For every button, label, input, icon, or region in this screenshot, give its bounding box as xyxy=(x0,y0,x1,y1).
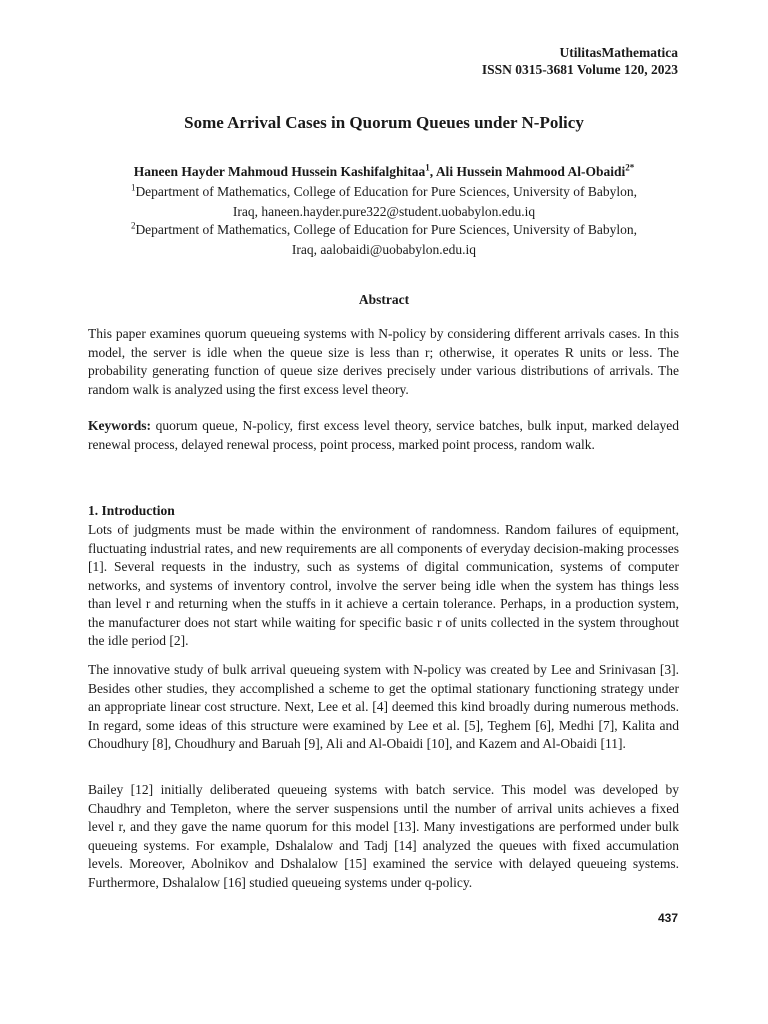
author-2-affiliation: 2* xyxy=(625,162,635,173)
affiliation-2-line2: Iraq, aalobaidi@uobabylon.edu.iq xyxy=(291,242,477,257)
affiliation-2-line1: Department of Mathematics, College of Education for Pure Sciences, University of Babylon, xyxy=(135,222,638,237)
affiliation-1-line1: Department of Mathematics, College of Education for Pure Sciences, University of Babylon, xyxy=(135,184,638,199)
keywords-text: quorum queue, N-policy, first excess level theory, service batches, bulk input, marked delayed renewal process, delayed renewal process, point process, marked point process, random walk. xyxy=(88,418,679,452)
paper-title: Some Arrival Cases in Quorum Queues under N-Policy xyxy=(184,113,584,132)
abstract-heading: Abstract xyxy=(358,292,410,307)
affiliation-2 xyxy=(0,220,768,260)
keywords xyxy=(88,417,679,454)
intro-paragraph-3: Bailey [12] initially deliberated queueing systems with batch service. This model was developed by Chaudhry and Templeton, where the server suspensions until the number of arrival units achieves a fixed level r, and they gave the name quorum for this model [13]. Many investigations are performed under bulk queueing systems. For example, Dshalalow and Tadj [14] analyzed the queues with fixed accumulation levels. Moreover, Abolnikov and Dshalalow [15] examined the service with delayed queueing systems. Furthermore, Dshalalow [16] studied queueing systems under q-policy. xyxy=(88,782,679,890)
intro-paragraph-1: Lots of judgments must be made within the environment of randomness. Random failures of equipment, fluctuating industrial rates, and new requirements are all components of everyday decision-making processes [1]. Several requests in the industry, such as systems of digital communication, systems of computer networks, and systems of inventory control, involve the server being idle when the system has things less than level r and returning when the stuffs in it achieve a certain tolerance. Perhaps, in a production system, the manufacturer does not start while waiting for specific basic r of units collected in the system throughout the idle period [2]. xyxy=(88,522,679,648)
journal-header xyxy=(482,44,678,78)
affiliation-1 xyxy=(0,182,768,222)
keywords-label: Keywords: xyxy=(88,418,151,433)
abstract-text: This paper examines quorum queueing systems with N-policy by considering different arrivals cases. In this model, the server is idle when the queue size is less than r; otherwise, it operates R units or less. The probability generating function of queue size derives precisely under various distributions of arrivals. The random walk is analyzed using the first excess level theory. xyxy=(88,326,679,397)
affiliation-1-line2: Iraq, haneen.hayder.pure322@student.uobabylon.edu.iq xyxy=(232,204,536,219)
affiliation-2-marker: 2 xyxy=(130,220,136,231)
affiliation-1-marker: 1 xyxy=(130,182,136,193)
author-list xyxy=(0,164,768,180)
author-2: Ali Hussein Mahmood Al-Obaidi xyxy=(435,164,626,179)
page-number: 437 xyxy=(657,911,678,925)
author-separator: , xyxy=(429,164,436,179)
journal-name: UtilitasMathematica xyxy=(559,45,678,60)
author-1: Haneen Hayder Mahmoud Hussein Kashifalghitaa xyxy=(133,164,426,179)
intro-paragraph-2: The innovative study of bulk arrival queueing system with N-policy was created by Lee and Srinivasan [3]. Besides other studies, they accomplished a scheme to get the optimal stationary functioning strategy under an appropriate linear cost structure. Next, Lee et al. [4] deemed this kind broadly during numerous methods. In regard, some ideas of this structure were examined by Lee et al. [5], Teghem [6], Medhi [7], Kalita and Choudhury [8], Choudhury and Baruah [9], Ali and Al-Obaidi [10], and Kazem and Al-Obaidi [11]. xyxy=(88,662,679,751)
journal-issn: ISSN 0315-3681 Volume 120, 2023 xyxy=(481,62,678,77)
author-1-affiliation: 1 xyxy=(425,162,430,173)
section-heading-introduction: 1. Introduction xyxy=(88,503,175,518)
